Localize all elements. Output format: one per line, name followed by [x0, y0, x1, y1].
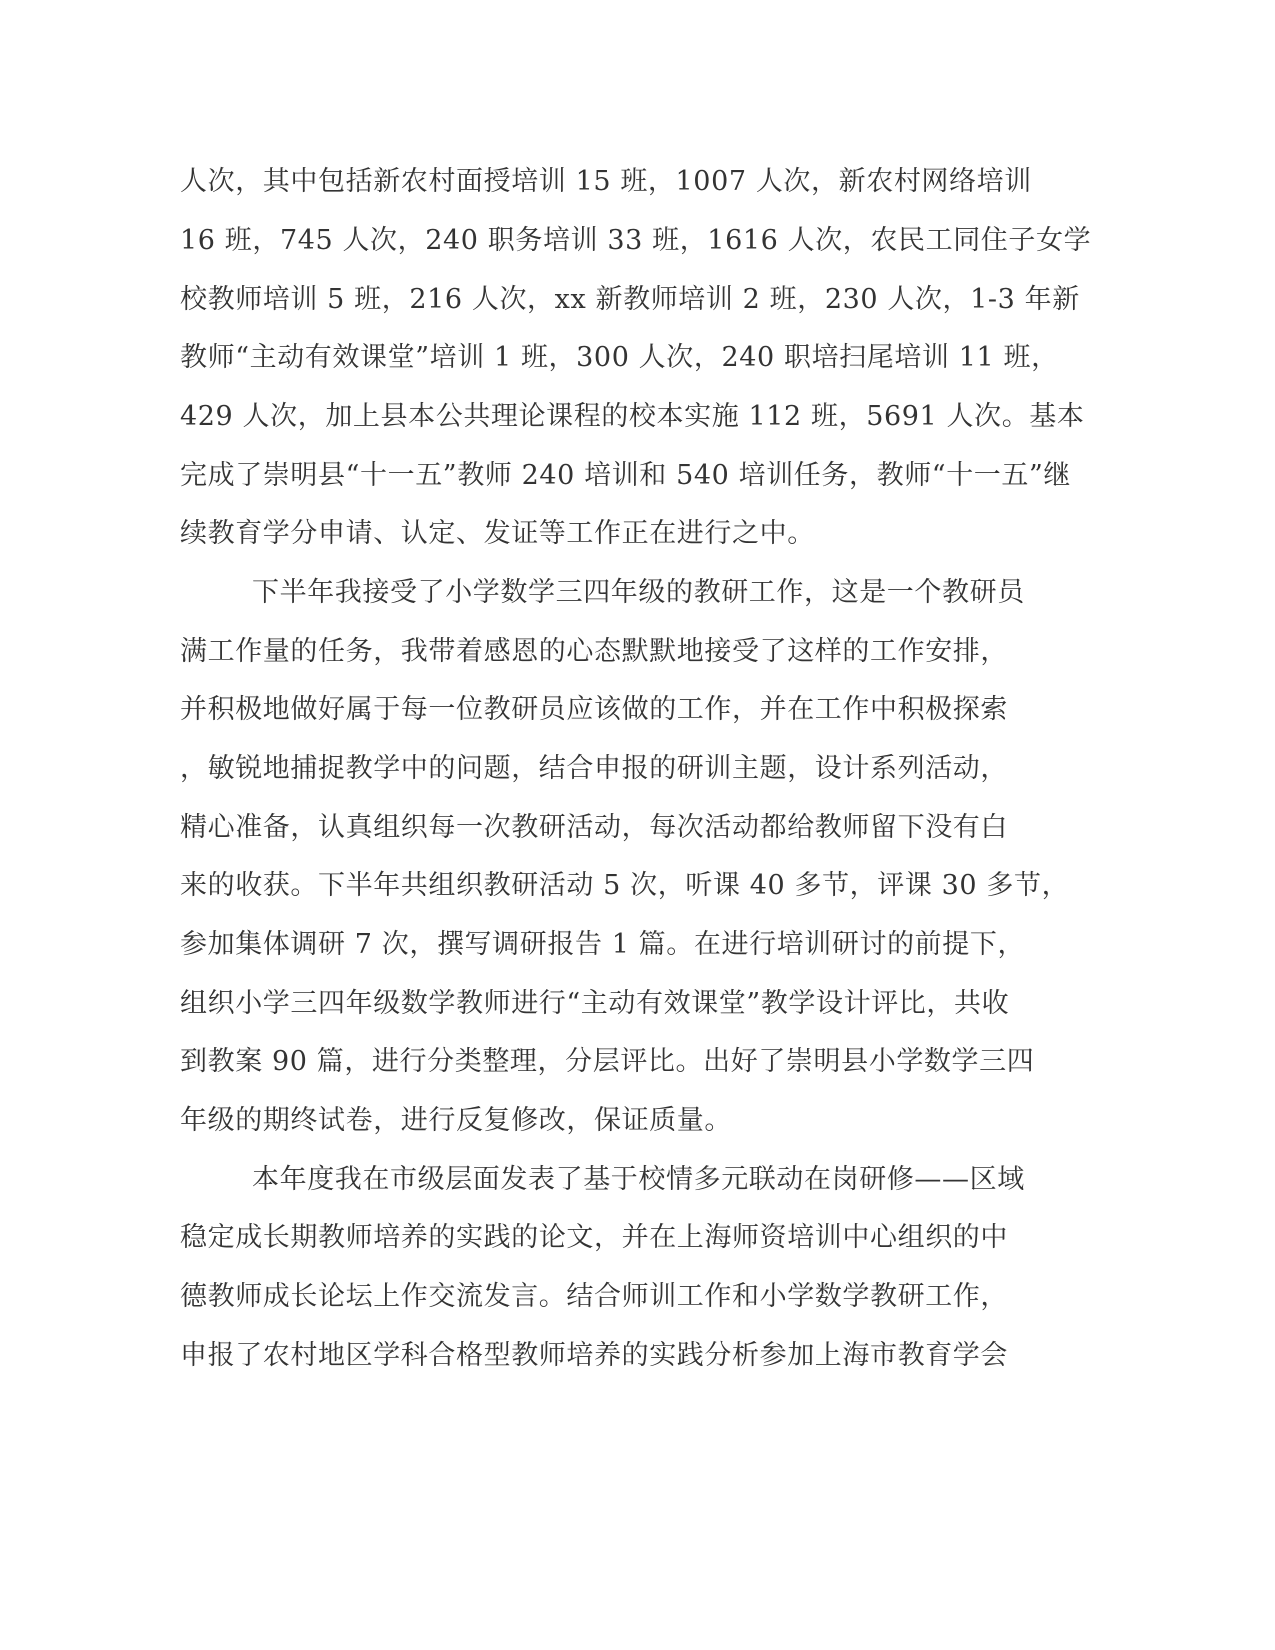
text-line-7: 续教育学分申请、认定、发证等工作正在进行之中。: [180, 518, 815, 549]
text-line-3: 校教师培训 5 班，216 人次，xx 新教师培训 2 班，230 人次，1-3 年新: [180, 284, 1080, 315]
text-line-10: 并积极地做好属于每一位教研员应该做的工作，并在工作中积极探索: [180, 694, 1008, 725]
text-line-15: 组织小学三四年级数学教师进行“主动有效课堂”教学设计评比，共收: [180, 988, 1010, 1019]
text-line-5: 429 人次，加上县本公共理论课程的校本实施 112 班，5691 人次。基本: [180, 401, 1085, 432]
text-line-20: 德教师成长论坛上作交流发言。结合师训工作和小学数学教研工作，: [180, 1281, 1008, 1312]
text-line-18: 本年度我在市级层面发表了基于校情多元联动在岗研修——区域: [252, 1164, 1025, 1195]
text-line-6: 完成了崇明县“十一五”教师 240 培训和 540 培训任务，教师“十一五”继: [180, 460, 1072, 491]
text-line-2: 16 班，745 人次，240 职务培训 33 班，1616 人次，农民工同住子女学: [180, 225, 1092, 256]
text-line-21: 申报了农村地区学科合格型教师培养的实践分析参加上海市教育学会: [180, 1340, 1008, 1371]
text-line-14: 参加集体调研 7 次，撰写调研报告 1 篇。在进行培训研讨的前提下，: [180, 929, 1026, 960]
text-line-8: 下半年我接受了小学数学三四年级的教研工作，这是一个教研员: [252, 577, 1025, 608]
text-line-1: 人次，其中包括新农村面授培训 15 班，1007 人次，新农村网络培训: [180, 166, 1032, 197]
text-line-16: 到教案 90 篇，进行分类整理，分层评比。出好了崇明县小学数学三四: [180, 1046, 1035, 1077]
text-line-12: 精心准备，认真组织每一次教研活动，每次活动都给教师留下没有白: [180, 812, 1008, 843]
text-line-19: 稳定成长期教师培养的实践的论文，并在上海师资培训中心组织的中: [180, 1222, 1008, 1253]
text-line-4: 教师“主动有效课堂”培训 1 班，300 人次，240 职培扫尾培训 11 班，: [180, 342, 1059, 373]
text-line-17: 年级的期终试卷，进行反复修改，保证质量。: [180, 1105, 732, 1136]
text-line-9: 满工作量的任务，我带着感恩的心态默默地接受了这样的工作安排，: [180, 636, 1008, 667]
text-line-11: ，敏锐地捕捉教学中的问题，结合申报的研训主题，设计系列活动，: [180, 753, 1008, 784]
text-line-13: 来的收获。下半年共组织教研活动 5 次，听课 40 多节，评课 30 多节，: [180, 870, 1070, 901]
